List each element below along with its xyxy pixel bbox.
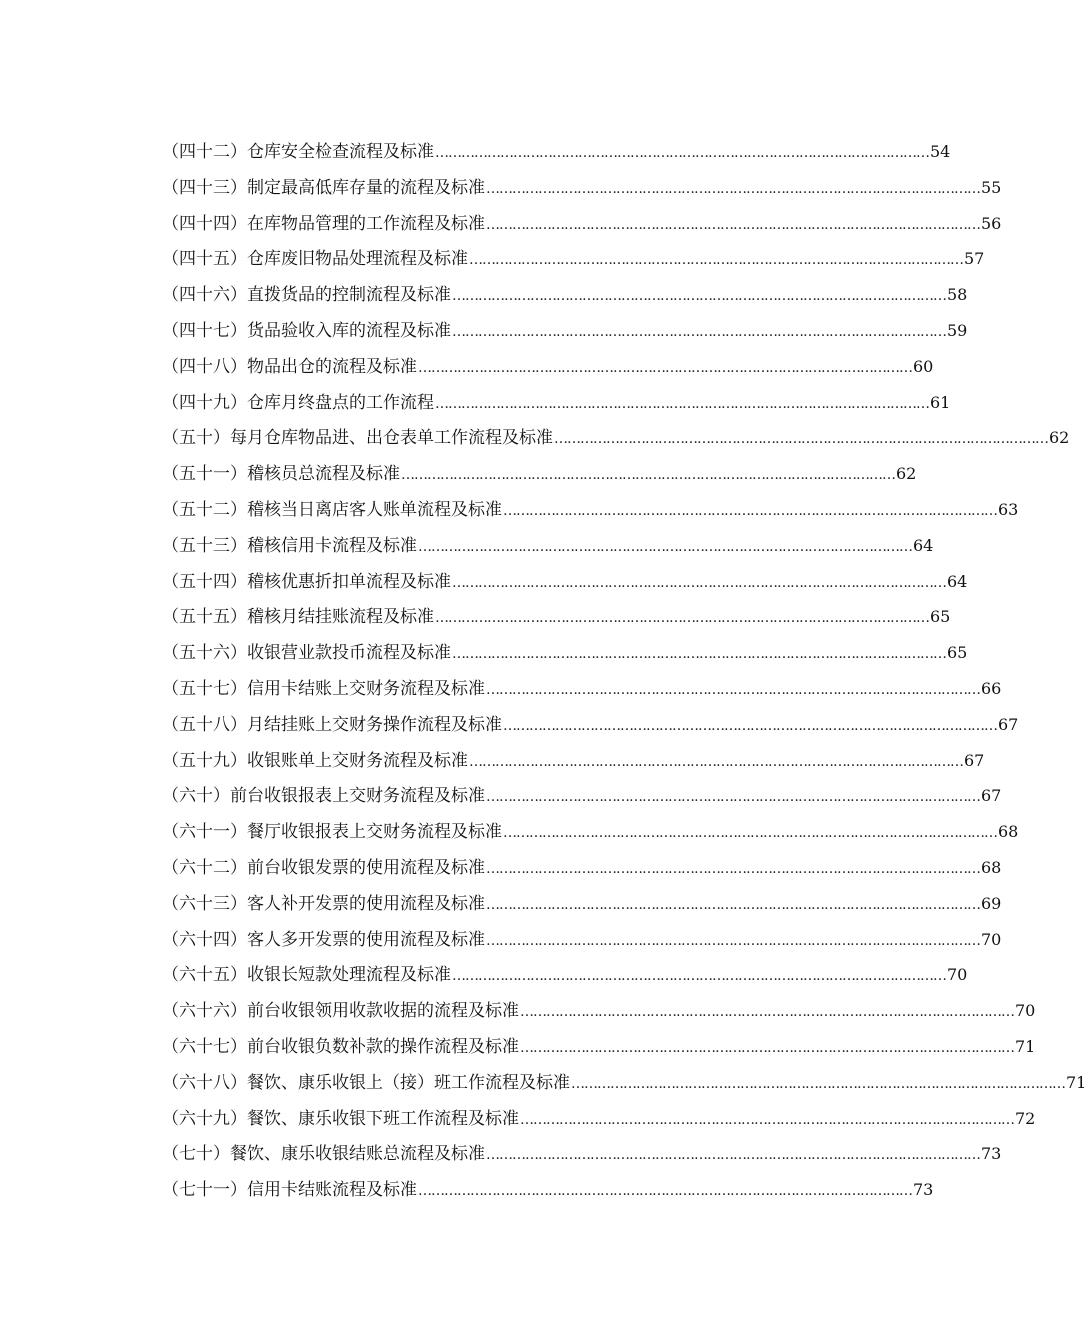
- toc-number: （五十二）: [162, 499, 247, 520]
- toc-page-number: 54: [930, 142, 951, 161]
- dot-leader: ……………………………………………………………………………………………………: [486, 789, 980, 806]
- toc-number: （五十四）: [162, 571, 247, 592]
- toc-number: （五十七）: [162, 678, 247, 699]
- toc-page-number: 71: [1015, 1036, 1036, 1056]
- toc-page-number: 71: [1066, 1072, 1086, 1092]
- toc-page-number: 60: [913, 356, 934, 376]
- toc-entry[interactable]: [162, 707, 1019, 743]
- dot-leader: ……………………………………………………………………………………………………: [452, 646, 946, 663]
- toc-page-number: 65: [930, 607, 951, 627]
- toc-entry[interactable]: [162, 241, 985, 277]
- dot-leader: ……………………………………………………………………………………………………: [503, 825, 997, 842]
- toc-title: 收银账单上交财务流程及标准: [247, 750, 468, 771]
- toc-entry[interactable]: [162, 1065, 1086, 1101]
- toc-number: （四十七）: [162, 320, 247, 341]
- toc-title: 客人补开发票的使用流程及标准: [247, 893, 485, 914]
- toc-entry[interactable]: [162, 743, 985, 779]
- dot-leader: ……………………………………………………………………………………………………: [486, 180, 980, 197]
- toc-number: （四十六）: [162, 285, 247, 306]
- dot-leader: ……………………………………………………………………………………………………: [503, 502, 997, 519]
- toc-title: 餐厅收银报表上交财务流程及标准: [247, 822, 502, 843]
- dot-leader: ……………………………………………………………………………………………………: [418, 1183, 912, 1200]
- dot-leader: ……………………………………………………………………………………………………: [452, 288, 946, 305]
- toc-title: 前台收银领用收款收据的流程及标准: [247, 1001, 519, 1022]
- toc-page-number: 70: [1015, 1001, 1036, 1021]
- toc-entry[interactable]: [162, 886, 1002, 922]
- toc-page-number: 70: [981, 929, 1002, 949]
- toc-number: （七十）: [162, 1144, 230, 1165]
- dot-leader: ……………………………………………………………………………………………………: [418, 359, 912, 376]
- toc-title: 直拨货品的控制流程及标准: [247, 285, 451, 306]
- toc-title: 稽核优惠折扣单流程及标准: [247, 571, 451, 592]
- toc-entry[interactable]: [162, 277, 968, 313]
- toc-entry[interactable]: [162, 492, 1019, 528]
- toc-title: 货品验收入库的流程及标准: [247, 320, 451, 341]
- toc-page-number: 56: [981, 213, 1002, 233]
- toc-title: 前台收银负数补款的操作流程及标准: [247, 1036, 519, 1057]
- toc-title: 物品出仓的流程及标准: [247, 356, 417, 377]
- toc-number: （四十五）: [162, 249, 247, 270]
- toc-title: 稽核月结挂账流程及标准: [247, 607, 434, 628]
- toc-number: （六十六）: [162, 1001, 247, 1022]
- dot-leader: ……………………………………………………………………………………………………: [571, 1075, 1065, 1092]
- dot-leader: ……………………………………………………………………………………………………: [503, 717, 997, 734]
- dot-leader: ……………………………………………………………………………………………………: [486, 1147, 980, 1164]
- toc-title: 仓库安全检查流程及标准: [247, 142, 434, 162]
- toc-title: 制定最高低库存量的流程及标准: [247, 177, 485, 198]
- toc-entry[interactable]: [162, 564, 968, 600]
- toc-title: 信用卡结账上交财务流程及标准: [247, 678, 485, 699]
- toc-entry[interactable]: [162, 671, 1002, 707]
- toc-page-number: 65: [947, 643, 968, 663]
- toc-title: 月结挂账上交财务操作流程及标准: [247, 714, 502, 735]
- toc-title: 收银营业款投币流程及标准: [247, 643, 451, 664]
- toc-number: （六十八）: [162, 1072, 247, 1093]
- dot-leader: ……………………………………………………………………………………………………: [520, 1039, 1014, 1056]
- toc-page-number: 70: [947, 965, 968, 985]
- toc-number: （四十三）: [162, 177, 247, 198]
- dot-leader: ……………………………………………………………………………………………………: [554, 431, 1048, 448]
- dot-leader: ……………………………………………………………………………………………………: [486, 216, 980, 233]
- toc-number: （五十五）: [162, 607, 247, 628]
- toc-entry[interactable]: [162, 349, 934, 385]
- dot-leader: ……………………………………………………………………………………………………: [452, 574, 946, 591]
- toc-number: （四十四）: [162, 213, 247, 234]
- toc-page-number: 73: [913, 1180, 934, 1200]
- dot-leader: ……………………………………………………………………………………………………: [435, 610, 929, 627]
- toc-entry[interactable]: [162, 993, 1036, 1029]
- toc-page-number: 64: [947, 571, 968, 591]
- dot-leader: ……………………………………………………………………………………………………: [520, 1004, 1014, 1021]
- toc-number: （六十四）: [162, 929, 247, 950]
- dot-leader: ……………………………………………………………………………………………………: [435, 145, 929, 161]
- toc-entry[interactable]: [162, 599, 951, 635]
- toc-title: 前台收银发票的使用流程及标准: [247, 857, 485, 878]
- toc-entry[interactable]: [162, 957, 968, 993]
- toc-page-number: 67: [998, 714, 1019, 734]
- toc-entry[interactable]: [162, 313, 968, 349]
- toc-entry[interactable]: [162, 635, 968, 671]
- toc-number: （六十一）: [162, 822, 247, 843]
- toc-title: 仓库废旧物品处理流程及标准: [247, 249, 468, 270]
- toc-number: （五十一）: [162, 464, 247, 485]
- dot-leader: ……………………………………………………………………………………………………: [486, 681, 980, 698]
- toc-title: 前台收银报表上交财务流程及标准: [230, 786, 485, 807]
- toc-entry[interactable]: [162, 206, 1002, 242]
- dot-leader: ……………………………………………………………………………………………………: [452, 968, 946, 985]
- toc-entry[interactable]: [162, 922, 1002, 958]
- toc-entry[interactable]: [162, 814, 1019, 850]
- toc-number: （四十八）: [162, 356, 247, 377]
- toc-title: 稽核信用卡流程及标准: [247, 535, 417, 556]
- dot-leader: ……………………………………………………………………………………………………: [469, 252, 963, 269]
- table-of-contents: [162, 134, 1086, 1208]
- toc-page-number: 62: [1049, 428, 1070, 448]
- toc-number: （五十八）: [162, 714, 247, 735]
- toc-entry[interactable]: [162, 778, 1002, 814]
- toc-number: （四十九）: [162, 392, 247, 413]
- dot-leader: ……………………………………………………………………………………………………: [486, 860, 980, 877]
- dot-leader: ……………………………………………………………………………………………………: [435, 395, 929, 412]
- toc-entry[interactable]: [162, 170, 1002, 206]
- toc-page-number: 67: [964, 750, 985, 770]
- toc-number: （六十）: [162, 786, 230, 807]
- toc-title: 餐饮、康乐收银上（接）班工作流程及标准: [247, 1072, 570, 1093]
- toc-title: 收银长短款处理流程及标准: [247, 965, 451, 986]
- toc-number: （七十一）: [162, 1180, 247, 1201]
- toc-page-number: 72: [1015, 1108, 1036, 1128]
- dot-leader: ……………………………………………………………………………………………………: [469, 753, 963, 770]
- dot-leader: ……………………………………………………………………………………………………: [486, 932, 980, 949]
- toc-entry[interactable]: [162, 850, 1002, 886]
- toc-page-number: 66: [981, 678, 1002, 698]
- toc-page-number: 62: [896, 464, 917, 484]
- toc-entry[interactable]: [162, 134, 951, 170]
- toc-page-number: 55: [981, 177, 1002, 197]
- toc-title: 稽核员总流程及标准: [247, 464, 400, 485]
- toc-page-number: 61: [930, 392, 951, 412]
- toc-entry[interactable]: [162, 1029, 1036, 1065]
- toc-page-number: 67: [981, 786, 1002, 806]
- toc-title: 仓库月终盘点的工作流程: [247, 392, 434, 413]
- toc-page-number: 59: [947, 320, 968, 340]
- toc-number: （六十五）: [162, 965, 247, 986]
- toc-title: 餐饮、康乐收银结账总流程及标准: [230, 1144, 485, 1165]
- toc-number: （五十六）: [162, 643, 247, 664]
- toc-page-number: 73: [981, 1144, 1002, 1164]
- dot-leader: ……………………………………………………………………………………………………: [401, 467, 895, 484]
- toc-entry[interactable]: [162, 528, 934, 564]
- toc-title: 在库物品管理的工作流程及标准: [247, 213, 485, 234]
- toc-number: （五十三）: [162, 535, 247, 556]
- toc-entry[interactable]: [162, 1136, 1002, 1172]
- toc-title: 餐饮、康乐收银下班工作流程及标准: [247, 1108, 519, 1129]
- toc-entry[interactable]: [162, 1101, 1036, 1137]
- toc-number: （六十三）: [162, 893, 247, 914]
- toc-page-number: 68: [998, 822, 1019, 842]
- toc-title: 稽核当日离店客人账单流程及标准: [247, 499, 502, 520]
- toc-page-number: 58: [947, 285, 968, 305]
- toc-entry[interactable]: [162, 385, 951, 421]
- toc-entry[interactable]: [162, 1172, 934, 1208]
- toc-page-number: 57: [964, 249, 985, 269]
- dot-leader: ……………………………………………………………………………………………………: [452, 323, 946, 340]
- toc-number: （五十）: [162, 428, 230, 449]
- toc-page-number: 69: [981, 893, 1002, 913]
- toc-number: （六十九）: [162, 1108, 247, 1129]
- toc-page-number: 64: [913, 535, 934, 555]
- toc-title: 客人多开发票的使用流程及标准: [247, 929, 485, 950]
- dot-leader: ……………………………………………………………………………………………………: [520, 1111, 1014, 1128]
- toc-number: （四十二）: [162, 142, 247, 162]
- toc-entry[interactable]: [162, 420, 1070, 456]
- toc-number: （六十七）: [162, 1036, 247, 1057]
- dot-leader: ……………………………………………………………………………………………………: [486, 896, 980, 913]
- toc-entry[interactable]: [162, 456, 917, 492]
- toc-number: （五十九）: [162, 750, 247, 771]
- toc-title: 信用卡结账流程及标准: [247, 1180, 417, 1201]
- toc-number: （六十二）: [162, 857, 247, 878]
- dot-leader: ……………………………………………………………………………………………………: [418, 538, 912, 555]
- toc-title: 每月仓库物品进、出仓表单工作流程及标准: [230, 428, 553, 449]
- toc-page-number: 63: [998, 499, 1019, 519]
- toc-page-number: 68: [981, 857, 1002, 877]
